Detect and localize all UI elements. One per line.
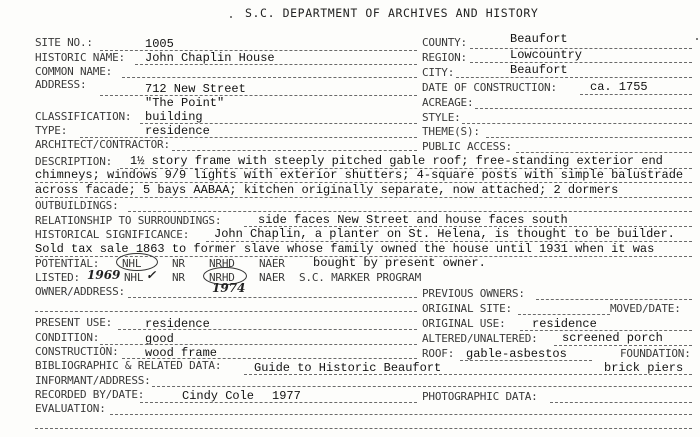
marker-program: S.C. MARKER PROGRAM bbox=[299, 271, 422, 284]
roof-label: ROOF: bbox=[422, 347, 455, 360]
owner-address-label: OWNER/ADDRESS: bbox=[35, 285, 125, 298]
style-line bbox=[462, 123, 692, 124]
significance-line3: bought by present owner. bbox=[313, 256, 486, 270]
common-name-label: COMMON NAME: bbox=[35, 65, 113, 78]
description-label: DESCRIPTION: bbox=[35, 155, 113, 168]
listed-naer: NAER bbox=[259, 271, 285, 284]
recorded-label: RECORDED BY/DATE: bbox=[35, 388, 145, 401]
listed-label: LISTED: bbox=[35, 271, 80, 284]
acreage-label: ACREAGE: bbox=[422, 96, 474, 109]
altered-label: ALTERED/UNALTERED: bbox=[422, 332, 538, 345]
architect-line bbox=[172, 150, 417, 151]
roof-value: gable-asbestos bbox=[466, 347, 567, 361]
date-of-construction-line bbox=[580, 94, 692, 95]
date-of-construction-value: ca. 1755 bbox=[590, 80, 648, 94]
bibliographic-label: BIBLIOGRAPHIC & RELATED DATA: bbox=[35, 359, 222, 372]
original-use-value: residence bbox=[532, 317, 597, 331]
altered-line bbox=[554, 345, 692, 346]
historic-name-line bbox=[135, 64, 417, 65]
owner-address-line bbox=[128, 297, 417, 298]
evaluation-line bbox=[110, 414, 692, 415]
classification-value: building bbox=[145, 110, 203, 124]
region-value: Lowcountry bbox=[510, 48, 583, 62]
significance-line2: Sold tax sale 1863 to former slave whose family owned the house until 1931 when it was bbox=[35, 242, 655, 256]
historic-name-value: John Chaplin House bbox=[145, 51, 275, 65]
historic-name-label: HISTORIC NAME: bbox=[35, 51, 125, 64]
potential-naer: NAER bbox=[259, 257, 285, 270]
description-line3: across facade; 5 bays AABAA; kitchen originally separate, now attached; 2 dormers bbox=[35, 183, 619, 197]
check-mark: ✓ bbox=[146, 268, 157, 282]
county-value: Beaufort bbox=[510, 32, 568, 46]
roof-line bbox=[460, 360, 592, 361]
listed-nhl: NHL bbox=[124, 271, 144, 284]
outbuildings-line bbox=[128, 211, 692, 212]
description-line1: 1½ story frame with steeply pitched gable roof; free-standing exterior end bbox=[130, 154, 663, 168]
present-use-line bbox=[118, 329, 417, 330]
previous-owners-line bbox=[536, 299, 692, 300]
address-label: ADDRESS: bbox=[35, 78, 87, 91]
print-speck bbox=[230, 16, 232, 18]
public-access-label: PUBLIC ACCESS: bbox=[422, 140, 512, 153]
description-line-3 bbox=[35, 197, 692, 198]
photographic-line bbox=[550, 402, 692, 403]
city-label: CITY: bbox=[422, 66, 455, 79]
potential-nrhd: NRHD bbox=[209, 257, 235, 270]
county-label: COUNTY: bbox=[422, 36, 467, 49]
common-name-line bbox=[122, 77, 417, 78]
present-use-value: residence bbox=[145, 317, 210, 331]
bibliographic-value: Guide to Historic Beaufort bbox=[254, 361, 442, 375]
informant-label: INFORMANT/ADDRESS: bbox=[35, 374, 151, 387]
moved-date-label: MOVED/DATE: bbox=[610, 302, 681, 315]
type-value: residence bbox=[145, 124, 210, 138]
classification-label: CLASSIFICATION: bbox=[35, 110, 132, 123]
listed-nr: NR bbox=[172, 271, 185, 284]
date-of-construction-label: DATE OF CONSTRUCTION: bbox=[422, 81, 557, 94]
recorded-line bbox=[140, 402, 417, 403]
original-use-label: ORIGINAL USE: bbox=[422, 317, 506, 330]
present-use-label: PRESENT USE: bbox=[35, 316, 113, 329]
architect-label: ARCHITECT/CONTRACTOR: bbox=[35, 138, 170, 151]
condition-line bbox=[100, 344, 417, 345]
region-label: REGION: bbox=[422, 51, 467, 64]
photographic-label: PHOTOGRAPHIC DATA: bbox=[422, 390, 538, 403]
description-line2: chimneys; windows 9/9 lights with exterior shutters; 4-square posts with simple balustrade bbox=[35, 168, 684, 182]
condition-value: good bbox=[145, 332, 174, 346]
altered-value: screened porch bbox=[562, 331, 663, 345]
informant-line bbox=[152, 386, 692, 387]
themes-label: THEME(S): bbox=[422, 125, 480, 138]
potential-nr: NR bbox=[172, 257, 185, 270]
foundation-value: brick piers bbox=[604, 361, 684, 375]
recorded-date-value: 1977 bbox=[272, 389, 301, 403]
public-access-line bbox=[516, 152, 692, 153]
site-no-value: 1005 bbox=[145, 37, 174, 51]
style-label: STYLE: bbox=[422, 111, 461, 124]
owner-address-line-2 bbox=[35, 311, 417, 312]
acreage-line bbox=[475, 108, 692, 109]
city-line bbox=[456, 77, 692, 78]
listed-year-nrhd: 1974 bbox=[212, 281, 246, 295]
evaluation-label: EVALUATION: bbox=[35, 402, 106, 415]
relationship-value: side faces New Street and house faces south bbox=[258, 213, 568, 227]
previous-owners-label: PREVIOUS OWNERS: bbox=[422, 287, 525, 300]
outbuildings-label: OUTBUILDINGS: bbox=[35, 199, 119, 212]
original-site-line bbox=[518, 314, 610, 315]
evaluation-line-2 bbox=[35, 428, 692, 429]
listed-year-nhl: 1969 bbox=[87, 268, 121, 282]
print-speck bbox=[696, 38, 698, 40]
significance-label: HISTORICAL SIGNIFICANCE: bbox=[35, 228, 190, 241]
city-value: Beaufort bbox=[510, 63, 568, 77]
address-line1: 712 New Street bbox=[145, 82, 246, 96]
condition-label: CONDITION: bbox=[35, 331, 100, 344]
region-line bbox=[470, 62, 692, 63]
address-line2: "The Point" bbox=[145, 96, 225, 110]
listed-nrhd: NRHD bbox=[209, 271, 235, 284]
original-site-label: ORIGINAL SITE: bbox=[422, 302, 512, 315]
type-label: TYPE: bbox=[35, 124, 68, 137]
potential-label: POTENTIAL: bbox=[35, 257, 100, 270]
potential-nhl: NHL bbox=[122, 257, 142, 270]
page-title: S.C. DEPARTMENT OF ARCHIVES AND HISTORY bbox=[245, 6, 539, 20]
significance-line1: John Chaplin, a planter on St. Helena, is thought to be builder. bbox=[214, 227, 675, 241]
foundation-label: FOUNDATION: bbox=[620, 347, 691, 360]
recorded-by-value: Cindy Cole bbox=[182, 389, 255, 403]
site-no-label: SITE NO.: bbox=[35, 36, 93, 49]
relationship-label: RELATIONSHIP TO SURROUNDINGS: bbox=[35, 214, 222, 227]
construction-label: CONSTRUCTION: bbox=[35, 345, 119, 358]
construction-value: wood frame bbox=[145, 346, 218, 360]
themes-line bbox=[486, 137, 692, 138]
